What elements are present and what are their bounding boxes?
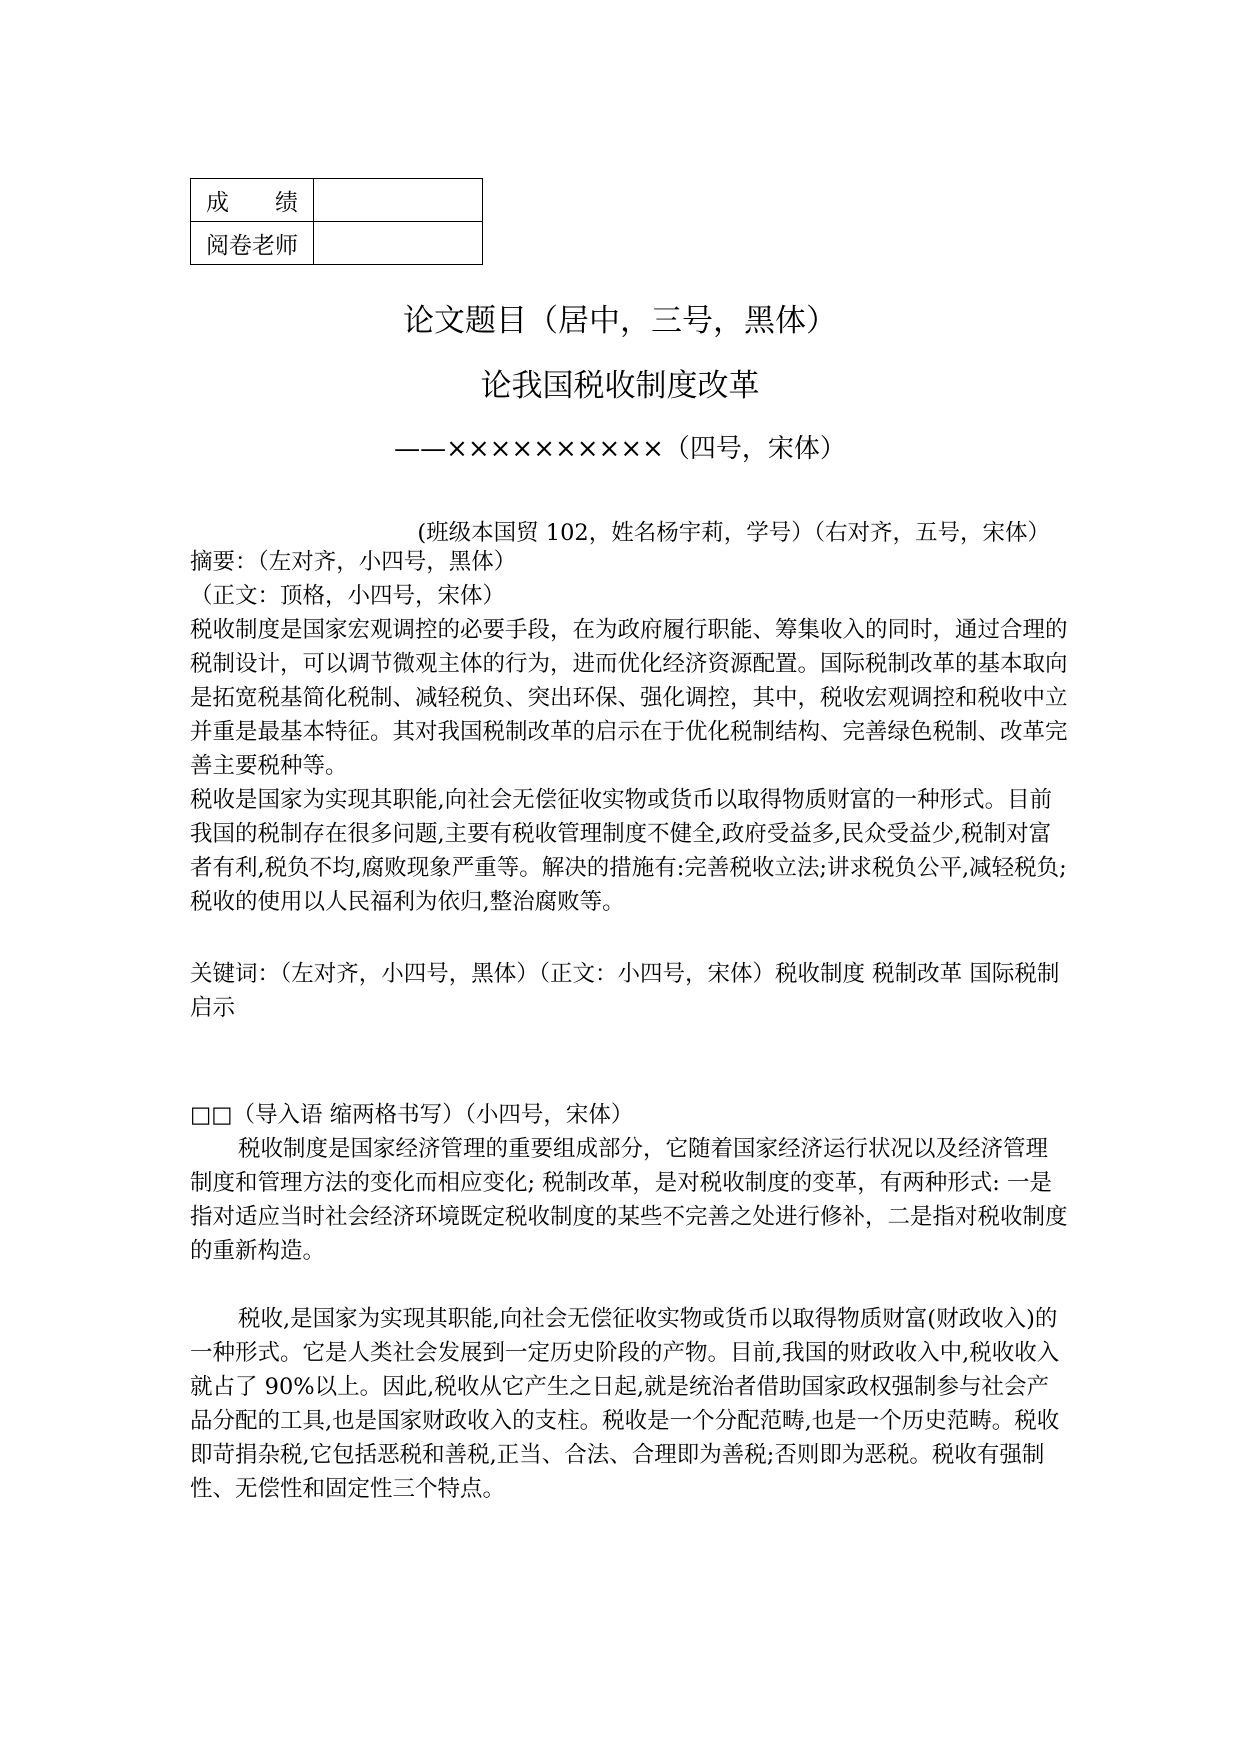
- abstract-hint: （左对齐，小四号，黑体）: [257, 549, 517, 575]
- abstract-body-hint: （正文：顶格，小四号，宋体）: [190, 583, 506, 609]
- abstract-paragraph-2: 税收是国家为实现其职能,向社会无偿征收实物或货币以取得物质财富的一种形式。目前我国的税制存在很多问题,主要有税收管理制度不健全,政府受益多,民众受益少,税制对富者有利,税负不均,腐败现象严重等。解决的措施有:完善税收立法;讲求税负公平,减轻税负;税收的使用以人民福利为依归,整治腐败等。: [190, 787, 1067, 915]
- keywords-section: [190, 957, 1070, 1025]
- abstract-section: [190, 545, 1070, 919]
- score-table: [190, 178, 483, 265]
- intro-marker: □□: [190, 1102, 233, 1128]
- teacher-value-cell[interactable]: [314, 222, 483, 265]
- teacher-row: [191, 222, 483, 265]
- intro-paragraph-1: 税收制度是国家经济管理的重要组成部分，它随着国家经济运行状况以及经济管理制度和管理方法的变化而相应变化; 税制改革，是对税收制度的变革，有两种形式: 一是指对适应当时社会经济环境既定税收制度的某些不完善之处进行修补，二是指对税收制度的重新构造。: [190, 1136, 1068, 1264]
- abstract-label: 摘要：: [190, 549, 258, 575]
- main-title: 论我国税收制度改革: [480, 368, 760, 404]
- score-value-cell[interactable]: [314, 179, 483, 222]
- subtitle: ——××××××××××（四号，宋体）: [394, 434, 846, 464]
- intro-section: [190, 1098, 1070, 1506]
- score-row: [191, 179, 483, 222]
- intro-paragraph-2: 税收,是国家为实现其职能,向社会无偿征收实物或货币以取得物质财富(财政收入)的一种形式。它是人类社会发展到一定历史阶段的产物。目前,我国的财政收入中,税收收入就占了 90%以上。因此,税收从它产生之日起,就是统治者借助国家政权强制参与社会产品分配的工具,也是国家财政收入的支柱。税收是一个分配范畴,也是一个历史范畴。税收即苛捐杂税,它包括恶税和善税,正当、合法、合理即为善税;否则即为恶税。税收有强制性、无偿性和固定性三个特点。: [190, 1306, 1060, 1502]
- score-label: 成 绩: [191, 179, 314, 222]
- title-hint: 论文题目（居中，三号，黑体）: [403, 303, 837, 339]
- author-line: (班级本国贸 102，姓名杨宇莉，学号）（右对齐，五号，宋体）: [417, 520, 1050, 546]
- keywords-text: （左对齐，小四号，黑体）（正文：小四号，宋体）税收制度 税制改革 国际税制 启示: [190, 961, 1060, 1021]
- teacher-label: 阅卷老师: [191, 222, 314, 265]
- intro-hint: （导入语 缩两格书写）（小四号，宋体）: [232, 1102, 634, 1128]
- keywords-label: 关键词：: [190, 961, 281, 987]
- abstract-paragraph-1: 税收制度是国家宏观调控的必要手段，在为政府履行职能、筹集收入的同时，通过合理的税制设计，可以调节微观主体的行为，进而优化经济资源配置。国际税制改革的基本取向是拓宽税基简化税制、减轻税负、突出环保、强化调控，其中，税收宏观调控和税收中立并重是最基本特征。其对我国税制改革的启示在于优化税制结构、完善绿色税制、改革完善主要税种等。: [190, 617, 1068, 779]
